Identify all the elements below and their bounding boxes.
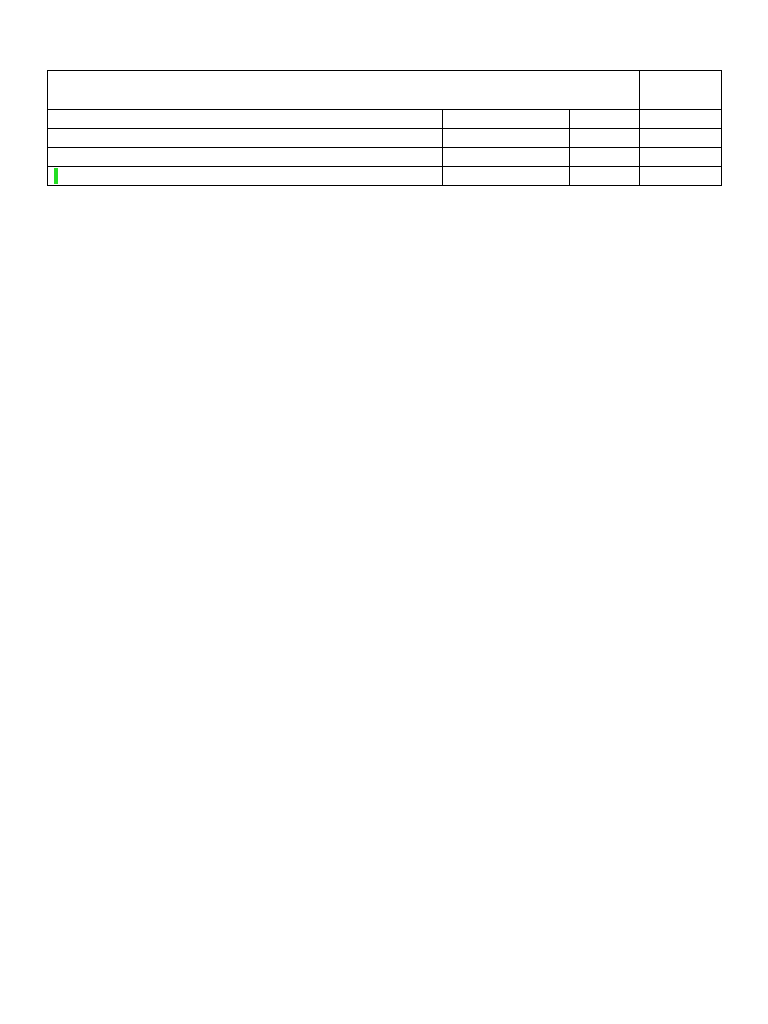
grades-table bbox=[47, 70, 722, 186]
sheet-title bbox=[48, 71, 640, 110]
grades-table-body bbox=[48, 71, 722, 186]
empty-cell bbox=[640, 71, 722, 110]
male-section-cell bbox=[48, 167, 443, 186]
male-section-row bbox=[48, 167, 722, 186]
male-section-label bbox=[54, 168, 58, 184]
title-row bbox=[48, 71, 722, 110]
blank-row bbox=[48, 129, 722, 148]
blank-row bbox=[48, 110, 722, 129]
blank-row bbox=[48, 148, 722, 167]
grade-sheet bbox=[47, 70, 721, 186]
